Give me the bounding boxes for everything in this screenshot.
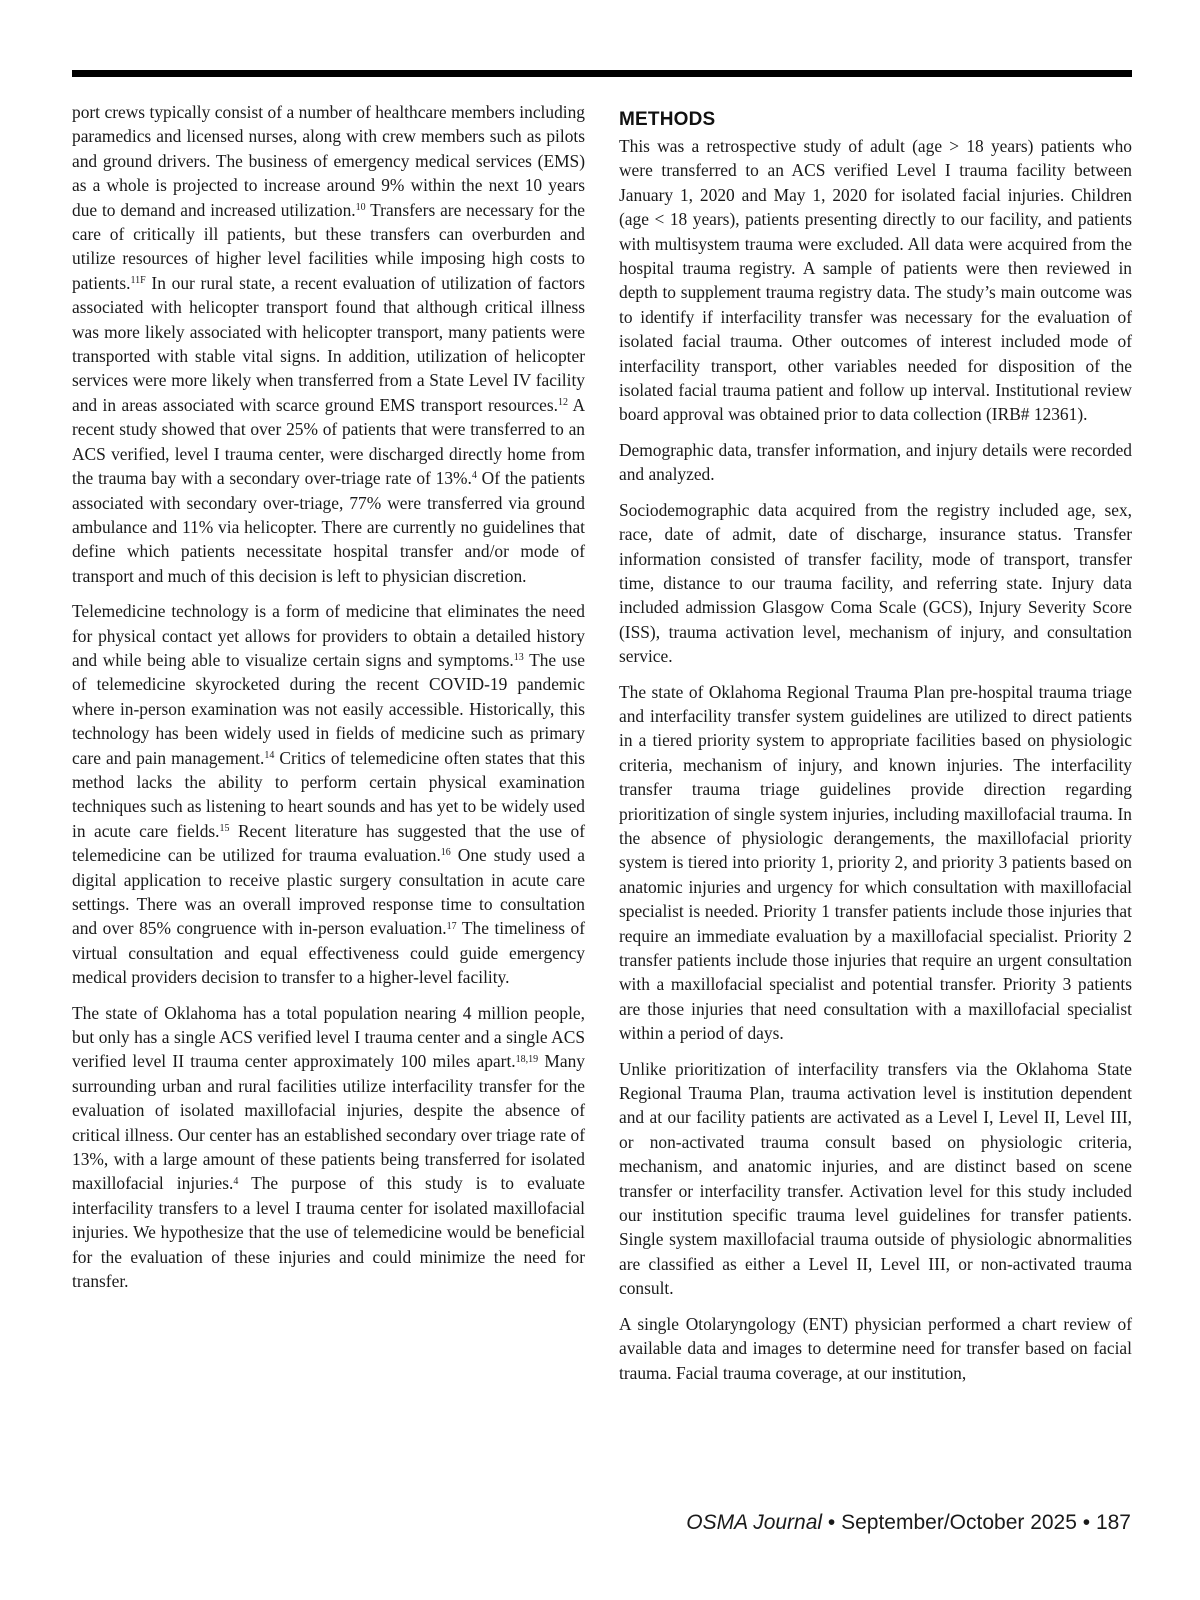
citation: 15	[219, 822, 230, 834]
left-column	[72, 100, 585, 1294]
left-paragraph-2: Telemedicine technology is a form of medicine that eliminates the need for physical contact yet allows for providers to obtain a detailed history and while being able to visualize certain signs and symptoms.$^{13}$ The use of telemedicine skyrocketed during the recent COVID-19 pandemic where in-person examination was not easily accessible. Historically, this technology has been widely used in fields of medicine such as primary care and pain management.$^{14}$ Critics of telemedicine often states that this method lacks the ability to perform certain physical examination techniques such as listening to heart sounds and has yet to be widely used in acute care fields.$^{15}$ Recent literature has suggested that the use of telemedicine can be utilized for trauma evaluation.$^{16}$ One study used a digital application to receive plastic surgery consultation in acute care settings. There was an overall improved response time to consultation and over 85% congruence with in-person evaluation.$^{17}$ The timeliness of virtual consultation and equal effectiveness could guide emergency medical providers decision to transfer to a higher-level facility.	[72, 601, 586, 988]
citation: 11F	[130, 275, 146, 287]
top-rule	[72, 70, 1132, 77]
page-number: 187	[1095, 1511, 1131, 1534]
methods-paragraph-6: A single Otolaryngology (ENT) physician performed a chart review of available data and images to determine need for transfer based on facial trauma. Facial trauma coverage, at our institution,	[619, 1313, 1132, 1383]
citation: 17	[446, 920, 457, 932]
section-heading-methods: METHODS	[619, 109, 716, 130]
citation: 10	[355, 201, 366, 213]
issue-date: September/October 2025	[841, 1511, 1077, 1534]
methods-paragraph-4: The state of Oklahoma Regional Trauma Plan pre-hospital trauma triage and interfacility transfer system guidelines are utilized to direct patients in a tiered priority system to appropriate facilities based on physiologic criteria, mechanism of injury, and known injuries. The interfacility transfer trauma triage guidelines provide direction regarding prioritization of single system injuries, including maxillofacial trauma. In the absence of physiologic derangements, the maxillofacial priority system is tiered into priority 1, priority 2, and priority 3 patients based on anatomic injuries and urgency for which consultation with maxillofacial specialist is needed. Priority 1 transfer patients include those injuries that require an immediate evaluation by a maxillofacial specialist. Priority 2 transfer patients include those injuries that require an urgent consultation with a maxillofacial specialist and potential transfer. Priority 3 patients are those injuries that need consultation with a maxillofacial specialist within a period of days.	[619, 681, 1132, 1044]
methods-paragraph-2: Demographic data, transfer information, and injury details were recorded and analyzed.	[619, 439, 1132, 485]
left-paragraph-3: The state of Oklahoma has a total population nearing 4 million people, but only has a single ACS verified level I trauma center and a single ACS verified level II trauma center approximately 100 miles apart.$^{18,19}$ Many surrounding urban and rural facilities utilize interfacility transfer for the evaluation of isolated maxillofacial injuries, despite the absence of critical illness. Our center has an established secondary over triage rate of 13%, with a large amount of these patients being transferred for isolated maxillofacial injuries.$^4$ The purpose of this study is to evaluate interfacility transfers to a level I trauma center for isolated maxillofacial injuries. We hypothesize that the use of telemedicine would be beneficial for the evaluation of these injuries and could minimize the need for transfer.	[72, 1002, 585, 1292]
citation: 4	[471, 470, 477, 482]
methods-paragraph-5: Unlike prioritization of interfacility transfers via the Oklahoma State Regional Trauma Plan, trauma activation level is institution dependent and at our facility patients are activated as a Level I, Level II, Level III, or non-activated trauma consult based on physiologic criteria, mechanism, and anatomic injuries, and are distinct based on scene transfer or interfacility transfer. Activation level for this study included our institution specific trauma level guidelines for transfer patients. Single system maxillofacial trauma outside of physiologic abnormalities are classified as either a Level II, Level III, or non-activated trauma consult.	[619, 1058, 1132, 1299]
footer-separator: •	[1076, 1511, 1096, 1534]
citation: 18,19	[515, 1053, 539, 1065]
methods-paragraph-3: Sociodemographic data acquired from the registry included age, sex, race, date of admit, date of discharge, insurance status. Transfer information consisted of transfer facility, mode of transport, transfer time, distance to our trauma facility, and referring state. Injury data included admission Glasgow Coma Scale (GCS), Injury Severity Score (ISS), trauma activation level, mechanism of injury, and consultation service.	[619, 499, 1132, 667]
journal-name: OSMA Journal	[686, 1511, 823, 1534]
methods-paragraph-1: This was a retrospective study of adult (age > 18 years) patients who were transferred to an ACS verified Level I trauma facility between January 1, 2020 and May 1, 2020 for isolated facial injuries. Children (age < 18 years), patients presenting directly to our facility, and patients with multisystem trauma were excluded. All data were acquired from the hospital trauma registry. A sample of patients were then reviewed in depth to supplement trauma registry data. The study’s main outcome was to identify if interfacility transfer was necessary for the evaluation of isolated facial trauma. Other outcomes of interest included mode of interfacility transport, other variables needed for disposition of the isolated facial trauma patient and follow up interval. Institutional review board approval was obtained prior to data collection (IRB# 12361).	[619, 136, 1132, 425]
citation: 13	[513, 652, 524, 664]
citation: 14	[264, 749, 275, 761]
citation: 4	[233, 1175, 239, 1187]
left-paragraph-1: port crews typically consist of a number of healthcare members including paramedics and licensed nurses, along with crew members such as pilots and ground drivers. The business of emergency medical services (EMS) as a whole is projected to increase around 9% within the next 10 years due to demand and increased utilization.$^{10}$ Transfers are necessary for the care of critically ill patients, but these transfers can overburden and utilize resources of higher level facilities while imposing high costs to patients.$^{11F}$ In our rural state, a recent evaluation of utilization of factors associated with helicopter transport found that although critical illness was more likely associated with helicopter transport, many patients were transported with stable vital signs. In addition, utilization of helicopter services were more likely when transferred from a State Level IV facility and in areas associated with scarce ground EMS transport resources.$^{12}$ A recent study showed that over 25% of patients that were transferred to an ACS verified, level I trauma center, were discharged directly home from the trauma bay with a secondary over-triage rate of 13%.$^4$ Of the patients associated with secondary over-triage, 77% were transferred via ground ambulance and 11% via helicopter. There are currently no guidelines that define which patients necessitate hospital transfer and/or mode of transport and much of this decision is left to physician discretion.	[72, 102, 586, 586]
citation: 16	[440, 847, 451, 859]
page-footer	[686, 1510, 1131, 1536]
right-column	[619, 100, 1132, 1385]
citation: 12	[557, 397, 568, 409]
footer-separator: •	[822, 1511, 842, 1534]
